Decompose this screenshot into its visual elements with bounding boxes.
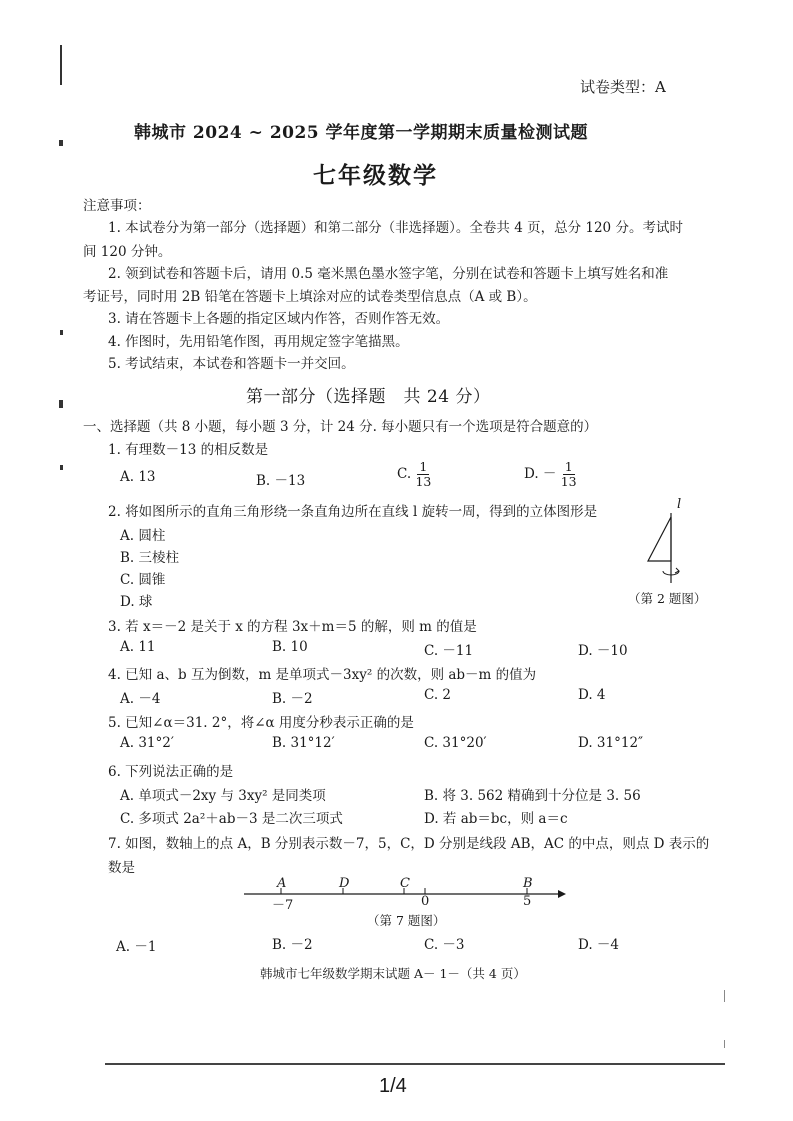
exam-subject: 七年级数学 [313, 162, 438, 189]
note-line: 2. 领到试卷和答题卡后，请用 0.5 毫米黑色墨水签字笔，分别在试卷和答题卡上填写姓名和准 [108, 266, 669, 282]
figure-caption: （第 2 题图） [628, 591, 707, 606]
fraction-numerator: 1 [419, 459, 428, 474]
fraction-denominator: 13 [560, 474, 577, 489]
option-a: A. －4 [120, 691, 161, 707]
section-intro: 一、选择题（共 8 小题，每小题 3 分，计 24 分. 每小题只有一个选项是符合题意的） [83, 419, 598, 435]
option-a: A. 11 [120, 639, 156, 655]
option-c: C. －3 [424, 937, 465, 953]
question-stem: 1. 有理数－13 的相反数是 [108, 442, 269, 458]
option-d: D. －10 [578, 643, 628, 659]
fraction [561, 460, 577, 489]
figure-line-label: l [677, 497, 682, 512]
axis-value-label: 0 [421, 894, 430, 909]
part-heading: 第一部分（选择题 共 24 分） [246, 387, 491, 407]
option-c: C. 31°20′ [424, 735, 487, 751]
binding-dot-mark [59, 140, 63, 146]
note-line: 4. 作图时，先用铅笔作图，再用规定签字笔描黑。 [108, 334, 409, 350]
right-margin-mark [724, 990, 725, 1002]
option-a: A. 31°2′ [120, 735, 174, 751]
axis-point-label: C [400, 876, 410, 891]
notes-heading: 注意事项： [83, 198, 151, 214]
option-a: A. 13 [120, 469, 156, 485]
option-a: A. 圆柱 [120, 528, 166, 544]
page-footer-note: 韩城市七年级数学期末试题 A－ 1－（共 4 页） [260, 966, 526, 981]
option-b: B. 三棱柱 [120, 550, 180, 566]
note-line: 3. 请在答题卡上各题的指定区域内作答，否则作答无效。 [108, 311, 450, 327]
question-stem: 7. 如图，数轴上的点 A，B 分别表示数－7，5，C，D 分别是线段 AB，AC 的中点，则点 D 表示的 [108, 836, 710, 852]
option-b: B. －2 [272, 691, 313, 707]
binding-dot-mark [59, 400, 63, 408]
question-stem: 3. 若 x＝－2 是关于 x 的方程 3x＋m＝5 的解，则 m 的值是 [108, 619, 477, 635]
option-c-prefix: C. [397, 466, 412, 482]
option-c: C. 2 [424, 687, 452, 703]
axis-point-label: A [277, 876, 287, 891]
axis-value-label: －7 [272, 898, 294, 913]
option-c: C. －11 [424, 643, 474, 659]
note-line: 1. 本试卷分为第一部分（选择题）和第二部分（非选择题）。全卷共 4 页，总分 120 分。考试时 [108, 220, 683, 236]
paper-type-label: 试卷类型：A [580, 78, 666, 96]
option-b: B. 10 [272, 639, 308, 655]
option-b: B. －13 [256, 473, 306, 489]
option-d: D. 若 ab＝bc，则 a＝c [424, 811, 568, 827]
option-d: D. －4 [578, 937, 620, 953]
figure-caption: （第 7 题图） [367, 913, 446, 928]
fraction-numerator: 1 [564, 459, 573, 474]
binding-dot-mark [60, 330, 63, 335]
page-bottom-rule [105, 1063, 725, 1065]
binding-line-mark [60, 45, 62, 85]
axis-point-label: D [339, 876, 350, 891]
option-c [397, 460, 431, 489]
question-stem: 6. 下列说法正确的是 [108, 764, 234, 780]
binding-dot-mark [60, 465, 63, 470]
axis-value-label: 5 [523, 894, 532, 909]
option-d [524, 460, 577, 489]
note-line: 间 120 分钟。 [83, 244, 172, 260]
option-b: B. －2 [272, 937, 313, 953]
question-stem-continued: 数是 [108, 860, 135, 876]
option-d: D. 球 [120, 594, 153, 610]
exam-title: 韩城市 2024 ~ 2025 学年度第一学期期末质量检测试题 [134, 123, 589, 143]
option-d: D. 4 [578, 687, 606, 703]
option-c: C. 圆锥 [120, 572, 166, 588]
option-a: A. －1 [116, 939, 157, 955]
right-margin-mark [724, 1040, 725, 1048]
note-line: 5. 考试结束，本试卷和答题卡一并交回。 [108, 356, 355, 372]
option-b: B. 将 3. 562 精确到十分位是 3. 56 [424, 788, 641, 804]
axis-point-label: B [523, 876, 533, 891]
fraction-denominator: 13 [415, 474, 432, 489]
question-stem: 5. 已知∠α＝31. 2°，将∠α 用度分秒表示正确的是 [108, 715, 414, 731]
triangle-rotation-figure [630, 495, 700, 585]
option-d: D. 31°12″ [578, 735, 644, 751]
question-stem: 2. 将如图所示的直角三角形绕一条直角边所在直线 l 旋转一周，得到的立体图形是 [108, 504, 598, 520]
question-stem: 4. 已知 a、b 互为倒数，m 是单项式－3xy² 的次数，则 ab－m 的值为 [108, 667, 537, 683]
fraction [415, 460, 431, 489]
option-c: C. 多项式 2a²＋ab－3 是二次三项式 [120, 811, 343, 827]
option-d-prefix: D. － [524, 466, 557, 482]
option-a: A. 单项式－2xy 与 3xy² 是同类项 [120, 788, 326, 804]
note-line: 考证号，同时用 2B 铅笔在答题卡上填涂对应的试卷类型信息点（A 或 B）。 [83, 289, 537, 305]
option-b: B. 31°12′ [272, 735, 335, 751]
page-indicator: 1/4 [379, 1075, 407, 1097]
